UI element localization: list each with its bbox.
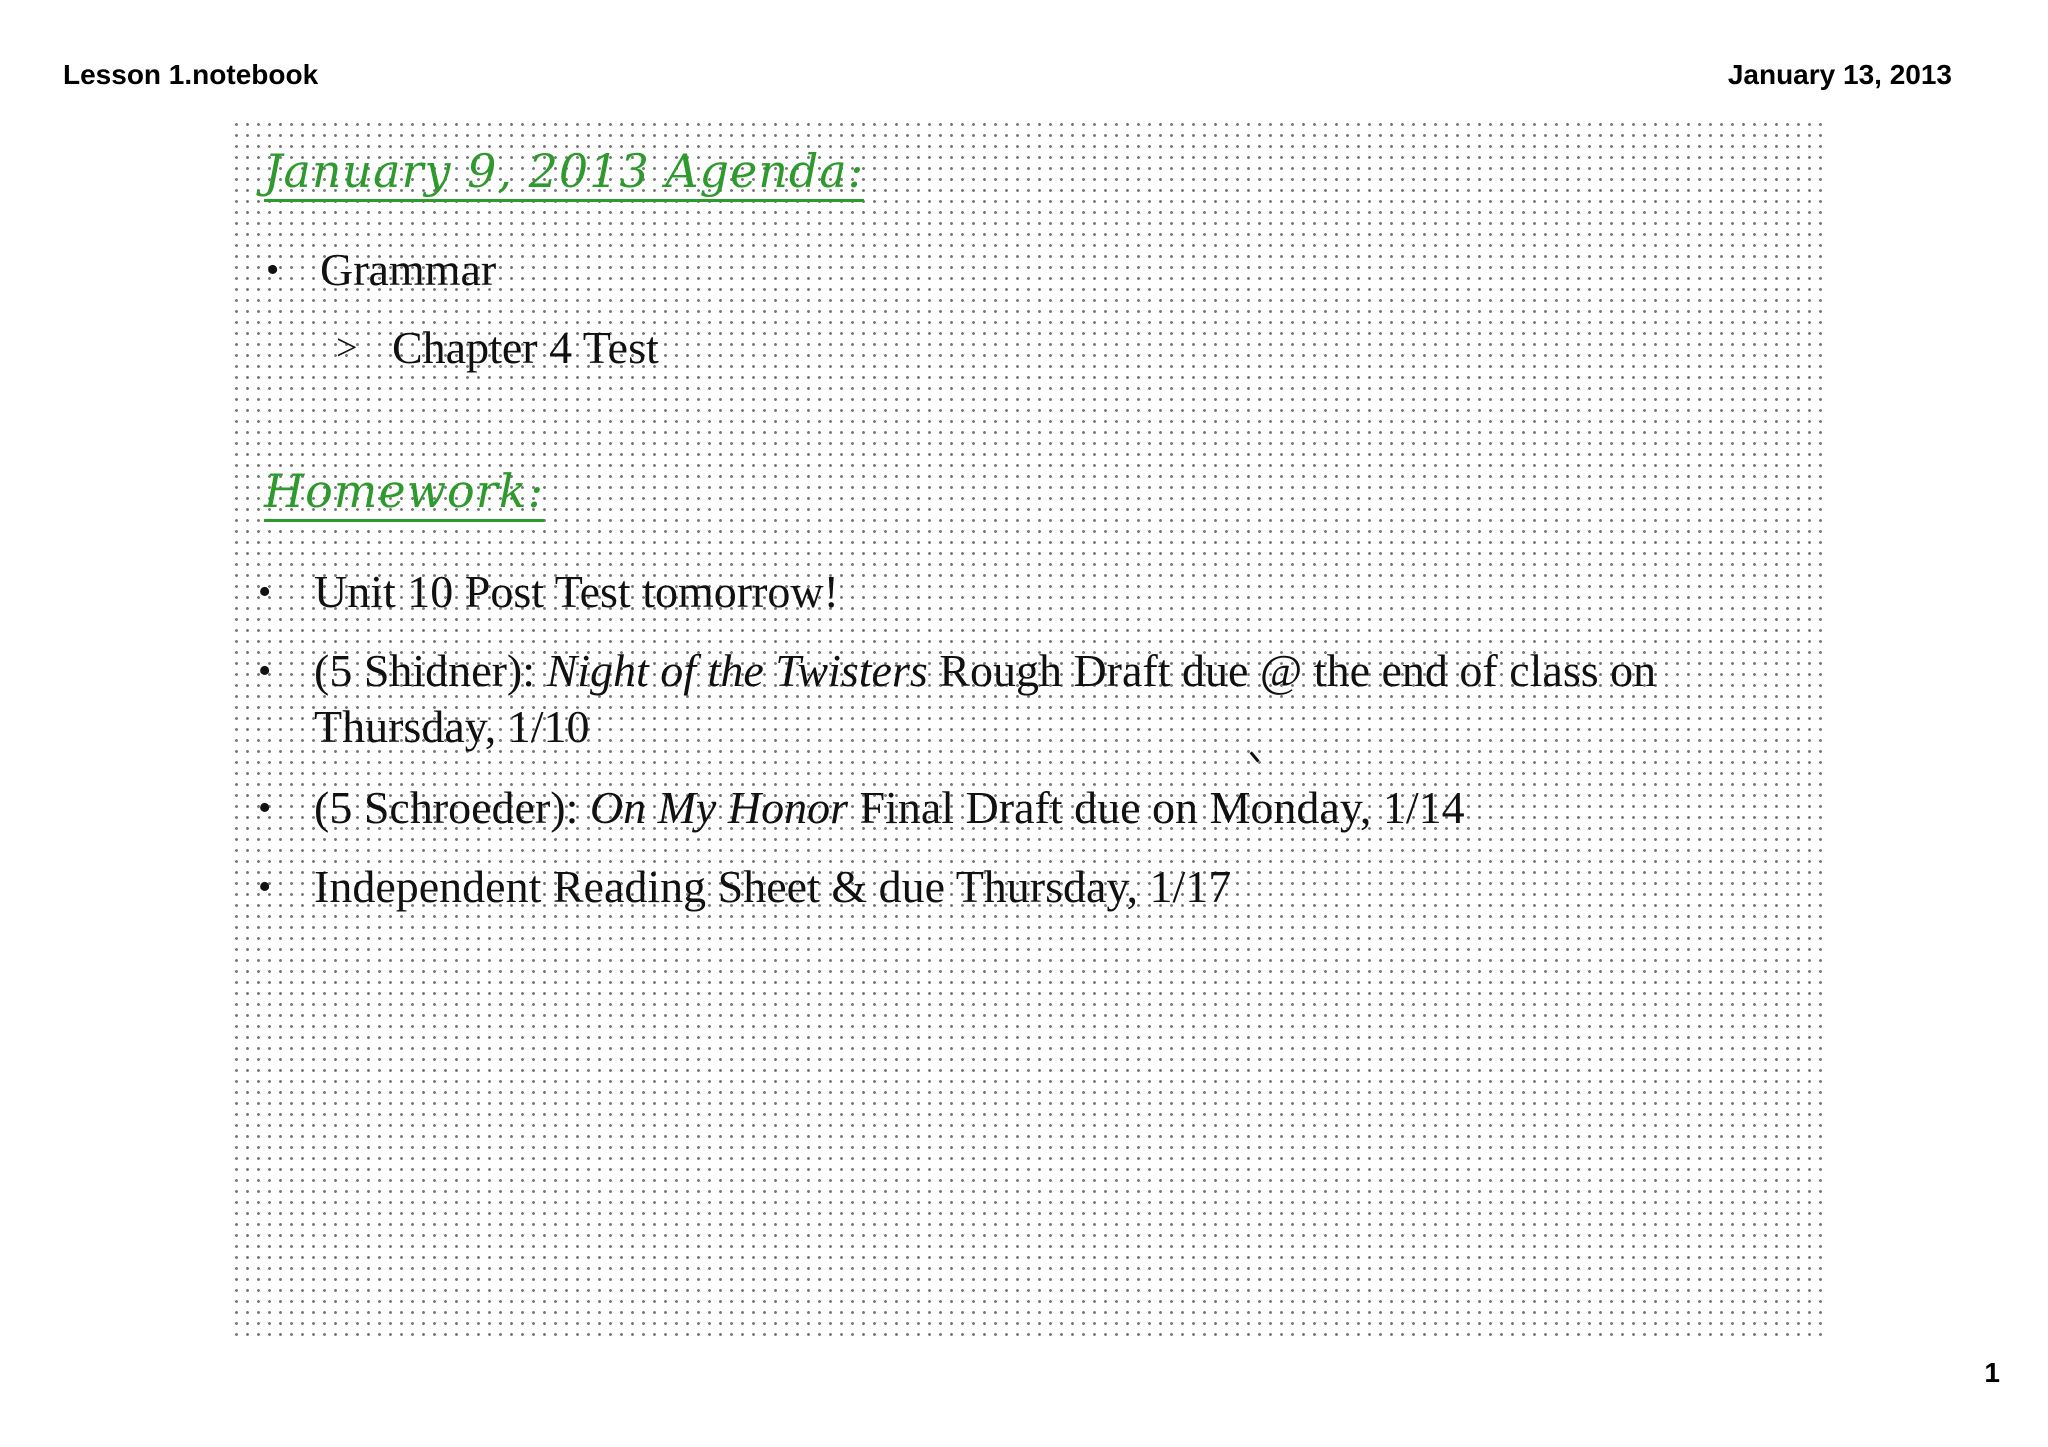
homework-item-suffix: Final Draft due on Monday, 1/14 (847, 782, 1465, 833)
homework-bullet: • (258, 787, 272, 829)
homework-item-suffix: Rough Draft due @ the end of class on Thursday, 1/10 (314, 645, 1657, 752)
notebook-file-name: Lesson 1.notebook (63, 59, 319, 90)
agenda-bullet: • (266, 249, 280, 291)
page-number: 1 (1984, 1357, 2000, 1388)
book-title: On My Honor (589, 782, 848, 833)
agenda-sub-bullet: > (336, 327, 358, 369)
homework-bullet: • (258, 571, 272, 613)
header-date: January 13, 2013 (1727, 59, 1952, 90)
homework-bullet: • (258, 650, 272, 692)
book-title: Night of the Twisters (546, 645, 928, 696)
homework-item-prefix: (5 Schroeder): (314, 782, 590, 833)
notebook-page-canvas (228, 116, 1830, 1341)
homework-item-post-test: Unit 10 Post Test tomorrow! (314, 566, 839, 617)
homework-item-reading-sheet: Independent Reading Sheet & due Thursday, 1/17 (314, 861, 1232, 912)
homework-item-schroeder (314, 780, 1465, 836)
homework-item-shidner (314, 643, 1774, 755)
homework-item-prefix: (5 Shidner): (314, 645, 547, 696)
agenda-item-grammar: Grammar (320, 244, 497, 295)
agenda-heading: January 9, 2013 Agenda: (264, 146, 864, 202)
homework-bullet: • (258, 866, 272, 908)
agenda-item-chapter-test: Chapter 4 Test (392, 322, 659, 373)
homework-heading: Homework: (264, 466, 544, 522)
